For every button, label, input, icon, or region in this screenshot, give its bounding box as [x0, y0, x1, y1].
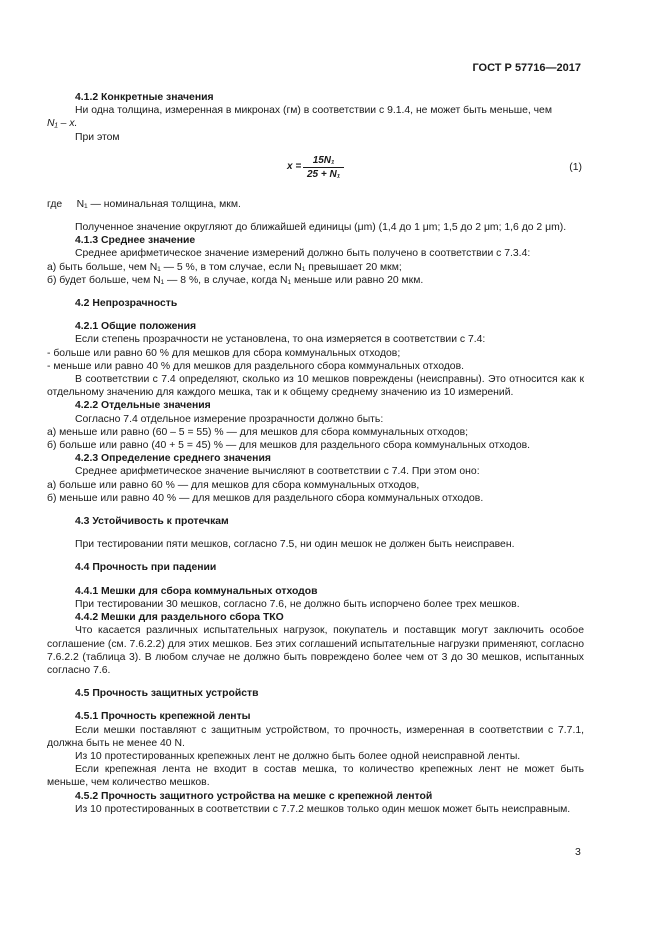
section-4-5-1-text-1: Если мешки поставляют с защитным устройством, то прочность, измеренная в соответствии с 7.7.1, должна быть не менее 40 N. — [47, 724, 584, 749]
section-4-5-1-text-3: Если крепежная лента не входит в состав мешка, то количество крепежных лент не может быть меньше, чем количество мешков. — [47, 764, 584, 789]
section-4-4-2-text: Что касается различных испытательных нагрузок, покупатель и поставщик могут заключить особое соглашение (см. 7.6.2.2) для этих мешков. Без этих соглашений испытательные нагрузки применяют, согласно 7.6.2.2 (таблица 3). В любом случае не должно быть повреждено более чем от 3 до 30 мешков, испытанных согласно 7.6. — [47, 625, 584, 676]
section-4-1-3-item-a: а) быть больше, чем N₁ — 5 %, в том случае, если N₁ превышает 20 мкм; — [47, 261, 402, 273]
formula-numerator: 15N₁ — [303, 154, 344, 168]
section-4-2-1-text-2: В соответствии с 7.4 определяют, сколько из 10 мешков повреждены (неисправны). Это относится как к отдельному значению для каждого мешка, так и к общему среднему значению из 10 измерений. — [47, 374, 584, 399]
section-4-2-2-title: 4.2.2 Отдельные значения — [75, 400, 211, 412]
section-4-2-3-item-b: б) меньше или равно 40 % — для мешков для раздельного сбора коммунальных отходов. — [47, 492, 484, 504]
section-4-1-3-item-b: б) будет больше, чем N₁ — 8 %, в случае, когда N₁ меньше или равно 20 мкм. — [47, 274, 424, 286]
section-4-2-title: 4.2 Непрозрачность — [75, 298, 178, 310]
formula-denominator: 25 + N₁ — [307, 169, 341, 181]
section-4-2-1-dash-2: - меньше или равно 40 % для мешков для раздельного сбора коммунальных отходов. — [47, 360, 464, 372]
section-4-4-1-text: При тестировании 30 мешков, согласно 7.6, не должно быть испорчено более трех мешков. — [75, 598, 520, 610]
formula-1 — [47, 152, 584, 192]
section-4-2-3-text: Среднее арифметическое значение вычисляют в соответствии с 7.4. При этом оно: — [75, 466, 480, 478]
section-4-2-3-item-a: а) больше или равно 60 % — для мешков для сбора коммунальных отходов, — [47, 479, 420, 491]
section-4-3-text: При тестировании пяти мешков, согласно 7.5, ни один мешок не должен быть неисправен. — [75, 539, 515, 551]
section-4-1-3-text: Среднее арифметическое значение измерений должно быть получено в соответствии с 7.3.4: — [75, 248, 531, 260]
page-number: 3 — [575, 846, 581, 858]
section-4-1-2-text-cont: N₁ – x. — [47, 118, 78, 130]
formula-lhs: x = — [287, 160, 302, 172]
section-4-2-3-title: 4.2.3 Определение среднего значения — [75, 453, 271, 465]
section-4-2-2-text: Согласно 7.4 отдельное измерение прозрачности должно быть: — [75, 413, 384, 425]
section-4-4-2-title: 4.4.2 Мешки для раздельного сбора ТКО — [75, 612, 284, 624]
section-4-5-1-text-2: Из 10 протестированных крепежных лент не должно быть более одной неисправной ленты. — [75, 750, 521, 762]
section-4-5-1-title: 4.5.1 Прочность крепежной ленты — [75, 711, 251, 723]
rounding-text: Полученное значение округляют до ближайшей единицы (μm) (1,4 до 1 μm; 1,5 до 2 μm; 1,6 до 2 μm). — [75, 222, 567, 234]
section-4-1-2-where: При этом — [75, 131, 120, 143]
section-4-1-2-text: Ни одна толщина, измеренная в микронах (гм) в соответствии с 9.1.4, не может быть меньше, чем — [75, 105, 552, 117]
section-4-1-2-title: 4.1.2 Конкретные значения — [75, 92, 214, 103]
section-4-1-3-title: 4.1.3 Среднее значение — [75, 235, 196, 247]
section-4-5-2-title: 4.5.2 Прочность защитного устройства на мешке с крепежной лентой — [75, 790, 433, 802]
formula-fraction — [303, 154, 344, 181]
section-4-4-title: 4.4 Прочность при падении — [75, 562, 217, 574]
standard-header: ГОСТ Р 57716—2017 — [472, 62, 581, 74]
page-content — [47, 91, 584, 816]
section-4-5-title: 4.5 Прочность защитных устройств — [75, 688, 259, 700]
section-4-5-2-text: Из 10 протестированных в соответствии с 7.7.2 мешков только один мешок может быть неисправным. — [75, 803, 571, 815]
section-4-4-1-title: 4.4.1 Мешки для сбора коммунальных отходов — [75, 585, 318, 597]
formula-number: (1) — [569, 161, 582, 173]
section-4-2-2-item-b: б) больше или равно (40 + 5 = 45) % — для мешков для раздельного сбора коммунальных отходов. — [47, 440, 531, 452]
section-4-2-1-title: 4.2.1 Общие положения — [75, 321, 197, 333]
section-4-2-2-item-a: а) меньше или равно (60 – 5 = 55) % — для мешков для сбора коммунальных отходов; — [47, 426, 469, 438]
section-4-3-title: 4.3 Устойчивость к протечкам — [75, 516, 229, 528]
formula-where: где N₁ — номинальная толщина, мкм. — [47, 198, 241, 210]
section-4-2-1-dash-1: - больше или равно 60 % для мешков для сбора коммунальных отходов; — [47, 347, 401, 359]
section-4-2-1-text: Если степень прозрачности не установлена, то она измеряется в соответствии с 7.4: — [75, 334, 486, 346]
